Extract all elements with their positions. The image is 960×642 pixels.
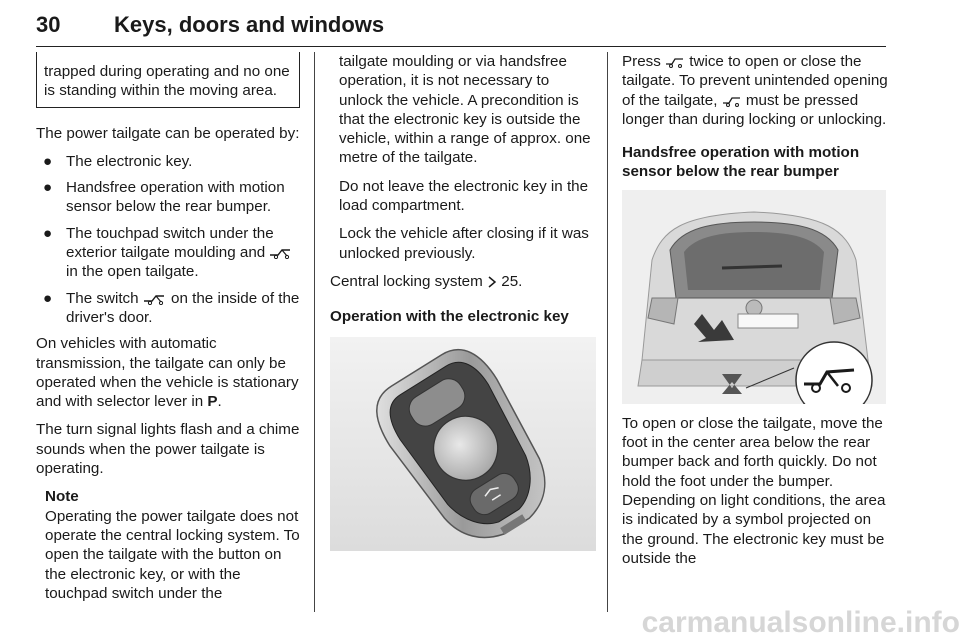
paragraph: Lock the vehicle after closing if it was unlocked previously. xyxy=(339,225,589,262)
section-heading: Handsfree operation with motion sensor below the rear bumper xyxy=(622,144,860,181)
list-item: ● Handsfree operation with motion sensor below the rear bumper. xyxy=(43,179,285,216)
cross-reference: Central locking system 25. xyxy=(330,272,523,290)
signal-text: The turn signal lights flash and a chime sounds when the power tailgate is operating. xyxy=(36,421,300,478)
transmission-text: On vehicles with automatic transmission, the tailgate can only be operated when the vehicle is stationary and with selector lever in P. xyxy=(36,335,299,411)
paragraph: Do not leave the electronic key in the load compartment. xyxy=(339,177,589,215)
note-block xyxy=(36,487,300,603)
list-item: ● The electronic key. xyxy=(43,152,193,170)
section-heading: Operation with the electronic key xyxy=(330,308,569,326)
reference-arrow-icon xyxy=(487,276,497,288)
warning-box xyxy=(36,52,300,108)
column-2 xyxy=(330,52,594,551)
page-number: 30 xyxy=(36,12,61,37)
tailgate-key-icon xyxy=(665,56,685,68)
list-item: ● The switch on the inside of the driver's door. xyxy=(43,289,300,326)
tailgate-icon xyxy=(269,247,293,259)
column-1 xyxy=(36,52,300,603)
tailgate-key-icon xyxy=(722,95,742,107)
list-item: ● The touchpad switch under the exterior tailgate moulding and in the open tailgate. xyxy=(36,224,300,282)
column-divider xyxy=(314,52,315,612)
electronic-key-photo xyxy=(330,337,596,551)
car-rear-photo xyxy=(622,190,886,404)
column-divider xyxy=(607,52,608,612)
warning-text: trapped during operating and no one is standing within the moving area. xyxy=(44,63,290,100)
note-text: Operating the power tailgate does not operate the central locking system. To open the tailgate with the button on the electronic key, or with the touchpad switch under the xyxy=(45,507,300,602)
watermark: carmanualsonline.info xyxy=(641,606,960,639)
page-header xyxy=(36,6,886,47)
column-3 xyxy=(622,52,888,577)
tailgate-icon xyxy=(143,293,167,305)
intro-text: The power tailgate can be operated by: xyxy=(36,124,300,142)
page-title: Keys, doors and windows xyxy=(114,12,385,37)
paragraph: Press twice to open or close the tailgate. To prevent unintended opening of the tailgate, must be pressed longer than during locking or unlocking. xyxy=(622,53,888,128)
paragraph: To open or close the tailgate, move the foot in the center area below the rear bumper back and forth quickly. Do not hold the foot under the bumper. Depending on light conditions, the area is indicated by a symbol projected on the ground. The electronic key must be outside the xyxy=(622,414,886,567)
paragraph: tailgate moulding or via handsfree operation, it is not necessary to unlock the vehicle. A precondition is that the electronic key is outside the vehicle, within a range of approx. one metre of the tailgate. xyxy=(339,53,591,167)
note-title: Note xyxy=(45,488,79,506)
bullet-list xyxy=(36,152,300,327)
